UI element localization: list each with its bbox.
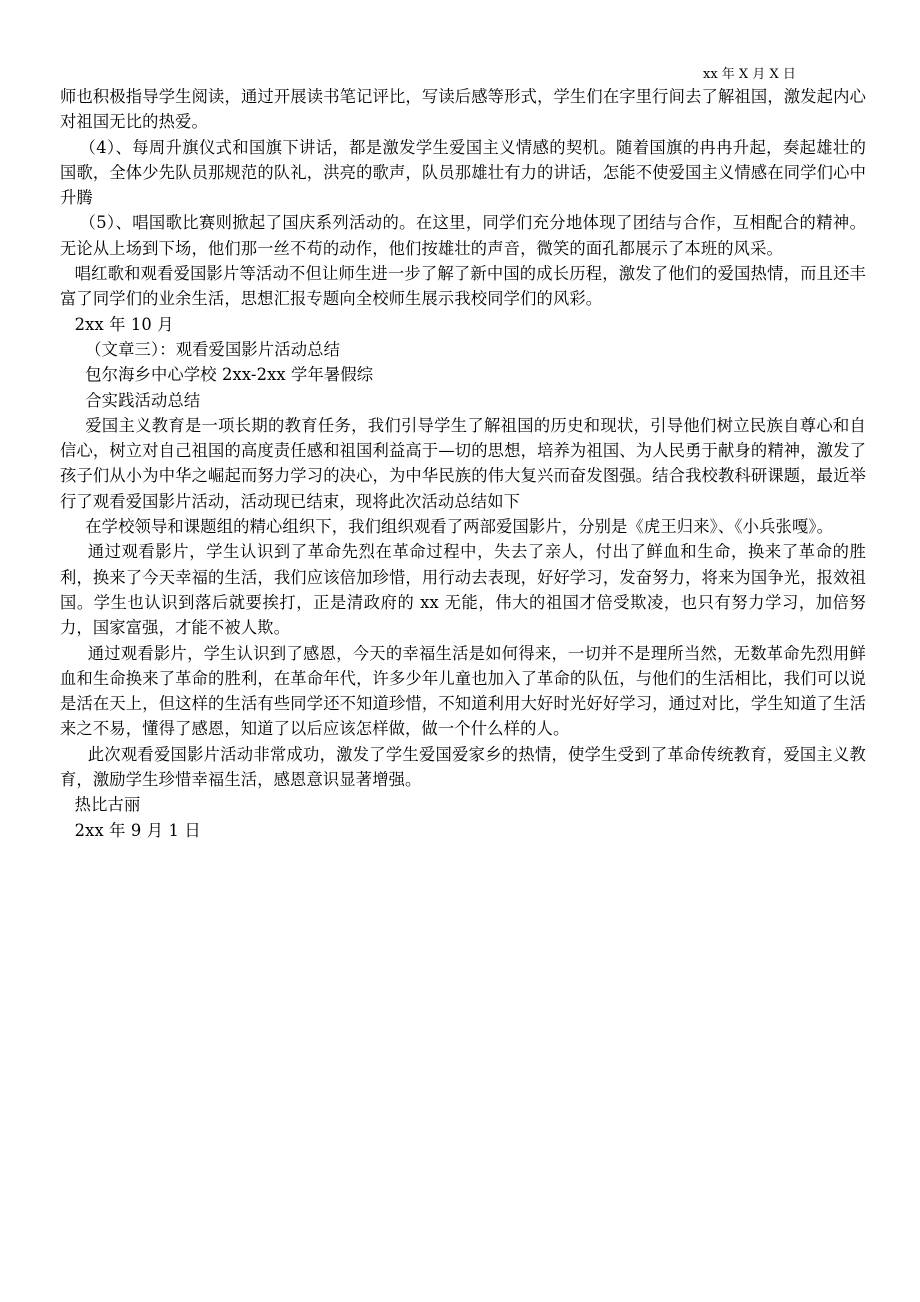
author-name: 热比古丽 xyxy=(74,795,141,815)
paragraph-anthem-contest: （5）、唱国歌比赛则掀起了国庆系列活动的。在这里，同学们充分地体现了团结与合作，互相配合的精神。无论从上场到下场，他们那一丝不苟的动作，他们按雄壮的声音，微笑的面孔都展示了本班的风采。 xyxy=(60,213,866,258)
paragraph-red-songs-summary: 唱红歌和观看爱国影片等活动不但让师生进一步了解了新中国的成长历程，激发了他们的爱国热情，而且还丰富了同学们的业余生活，思想汇报专题向全校师生展示我校同学们的风彩。 xyxy=(60,264,866,309)
paragraph-activity-success: 此次观看爱国影片活动非常成功，激发了学生爱国爱家乡的热情，使学生受到了革命传统教育，爱国主义教育，激励学生珍惜幸福生活，感恩意识显著增强。 xyxy=(60,744,866,790)
activity-summary-title: 合实践活动总结 xyxy=(85,390,201,410)
paragraph-flag-ceremony: （4）、每周升旗仪式和国旗下讲话，都是激发学生爱国主义情感的契机。随着国旗的冉冉升起，奏起雄壮的国歌，全体少先队员那规范的队礼，洪亮的歌声，队员那雄壮有力的讲话，怎能不使爱国主义情感在同学们心中升腾 xyxy=(60,137,866,208)
signature-date: 2xx 年 9 月 1 日 xyxy=(74,820,201,840)
paragraph-continued-reading: 师也积极指导学生阅读，通过开展读书笔记评比，写读后感等形式，学生们在字里行间去了解祖国，激发起内心对祖国无比的热爱。 xyxy=(60,87,866,132)
document-body xyxy=(60,84,866,843)
paragraph-patriotic-education: 爱国主义教育是一项长期的教育任务，我们引导学生了解祖国的历史和现状，引导他们树立民族自尊心和自信心，树立对自己祖国的高度责任感和祖国利益高于—切的思想，培养为祖国、为人民勇于献身的精神，激发了孩子们从小为中华之崛起而努力学习的决心，为中华民族的伟大复兴而奋发图强。结合我校教科研课题，最近举行了观看爱国影片活动，活动现已结束，现将此次活动总结如下 xyxy=(60,415,866,511)
header-date: xx 年 X 月 X 日 xyxy=(703,67,796,82)
paragraph-gratitude: 通过观看影片，学生认识到了感恩，今天的幸福生活是如何得来，一切并不是理所当然，无数革命先烈用鲜血和生命换来了革命的胜利，在革命年代，许多少年儿童也加入了革命的队伍，与他们的生活相比，我们可以说是活在天上，但这样的生活有些同学还不知道珍惜，不知道利用大好时光好好学习，通过对比，学生知道了生活来之不易，懂得了感恩，知道了以后应该怎样做，做一个什么样的人。 xyxy=(60,643,866,739)
paragraph-films-watched: 在学校领导和课题组的精心组织下，我们组织观看了两部爱国影片，分别是《虎王归来》、《小兵张嘎》。 xyxy=(85,517,834,537)
school-name-line: 包尔海乡中心学校 2xx-2xx 学年暑假综 xyxy=(85,365,374,385)
paragraph-revolution-lessons: 通过观看影片，学生认识到了革命先烈在革命过程中，失去了亲人，付出了鲜血和生命，换来了革命的胜利，换来了今天幸福的生活，我们应该倍加珍惜，用行动去表现，好好学习，发奋努力，将来为国争光，报效祖国。学生也认识到落后就要挨打，正是清政府的 xx 无能，伟大的祖国才倍受欺凌，也只有努力学习，加倍努力，国家富强，才能不被人欺。 xyxy=(60,542,866,638)
paragraph-date-october: 2xx 年 10 月 xyxy=(74,314,174,334)
article-three-title: （文章三）：观看爱国影片活动总结 xyxy=(85,339,341,359)
